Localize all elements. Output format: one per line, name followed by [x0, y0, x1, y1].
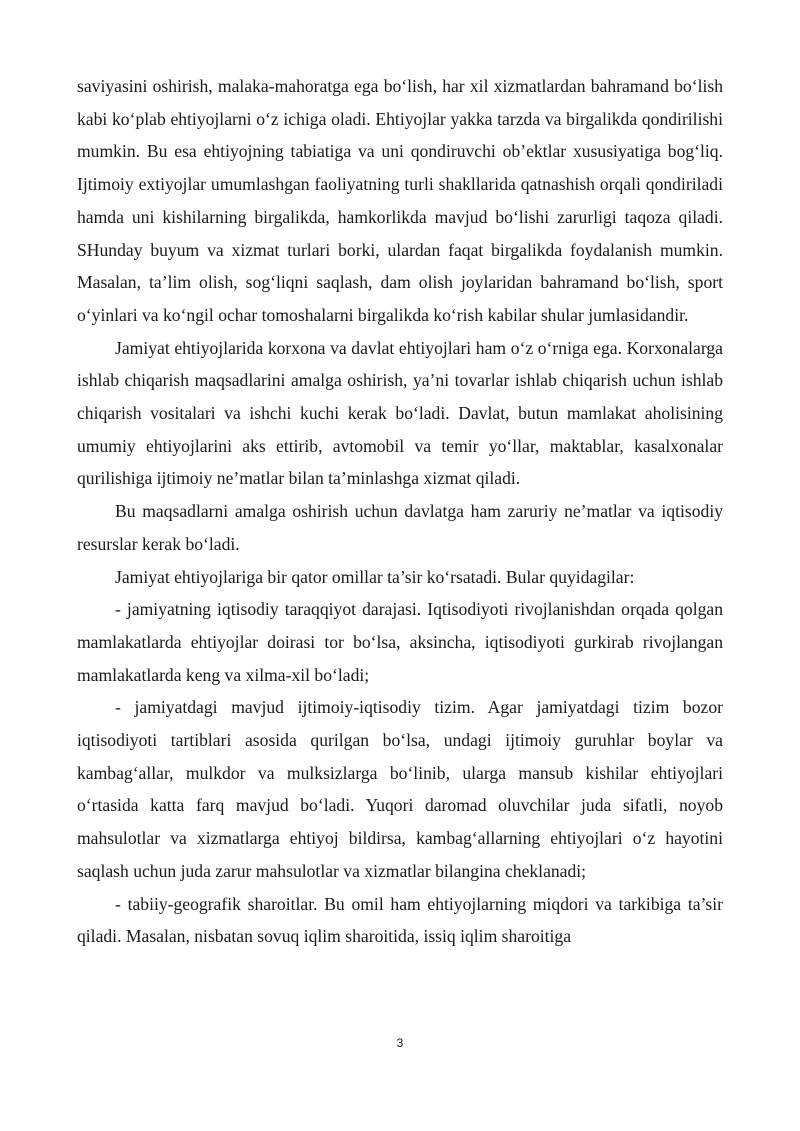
body-text [77, 70, 723, 953]
paragraph-continuation: saviyasini oshirish, malaka-mahoratga ega bo‘lish, har xil xizmatlardan bahramand bo‘lish kabi ko‘plab ehtiyojlarni o‘z ichiga oladi. Ehtiyojlar yakka tarzda va birgalikda qondirilishi mumkin. Bu esa ehtiyojning tabiatiga va uni qondiruvchi ob’ektlar xususiyatiga bog‘liq. Ijtimoiy extiyojlar umumlashgan faoliyatning turli shakllarida qatnashish orqali qondiriladi hamda uni kishilarning birgalikda, hamkorlikda mavjud bo‘lishi zarurligi taqoza qiladi. SHunday buyum va xizmat turlari borki, ulardan faqat birgalikda foydalanish mumkin. Masalan, ta’lim olish, sog‘liqni saqlash, dam olish joylaridan bahramand bo‘lish, sport o‘yinlari va ko‘ngil ochar tomoshalarni birgalikda ko‘rish kabilar shular jumlasidandir. [77, 76, 723, 325]
list-item-economic-development: - jamiyatning iqtisodiy taraqqiyot darajasi. Iqtisodiyoti rivojlanishdan orqada qolgan mamlakatlarda ehtiyojlar doirasi tor bo‘lsa, aksincha, iqtisodiyoti gurkirab rivojlangan mamlakatlarda keng va xilma-xil bo‘ladi; [77, 599, 723, 685]
list-item-socio-economic-system: - jamiyatdagi mavjud ijtimoiy-iqtisodiy tizim. Agar jamiyatdagi tizim bozor iqtisodiyoti tartiblari asosida qurilgan bo‘lsa, undagi ijtimoiy guruhlar boylar va kambag‘allar, mulkdor va mulksizlarga bo‘linib, ularga mansub kishilar ehtiyojlari o‘rtasida katta farq mavjud bo‘ladi. Yuqori daromad oluvchilar juda sifatli, noyob mahsulotlar va xizmatlarga ehtiyoj bildirsa, kambag‘allarning ehtiyojlari o‘z hayotini saqlash uchun juda zarur mahsulotlar va xizmatlar bilangina cheklanadi; [77, 697, 723, 881]
page-number: 3 [396, 1036, 404, 1050]
paragraph-society-needs: Jamiyat ehtiyojlarida korxona va davlat ehtiyojlari ham o‘z o‘rniga ega. Korxonalarga ishlab chiqarish maqsadlarini amalga oshirish, ya’ni tovarlar ishlab chiqarish uchun ishlab chiqarish vositalari va ishchi kuchi kerak bo‘ladi. Davlat, butun mamlakat aholisining umumiy ehtiyojlarini aks ettirib, avtomobil va temir yo‘llar, maktablar, kasalxonalar qurilishiga ijtimoiy ne’matlar bilan ta’minlashga xizmat qiladi. [77, 337, 723, 489]
list-item-natural-geographic: - tabiiy-geografik sharoitlar. Bu omil ham ehtiyojlarning miqdori va tarkibiga ta’sir qiladi. Masalan, nisbatan sovuq iqlim sharoitida, issiq iqlim sharoitiga [77, 893, 723, 947]
paragraph-factors-intro: Jamiyat ehtiyojlariga bir qator omillar ta’sir ko‘rsatadi. Bular quyidagilar: [115, 566, 635, 587]
paragraph-state-resources: Bu maqsadlarni amalga oshirish uchun davlatga ham zaruriy ne’matlar va iqtisodiy resurslar kerak bo‘ladi. [77, 501, 723, 554]
